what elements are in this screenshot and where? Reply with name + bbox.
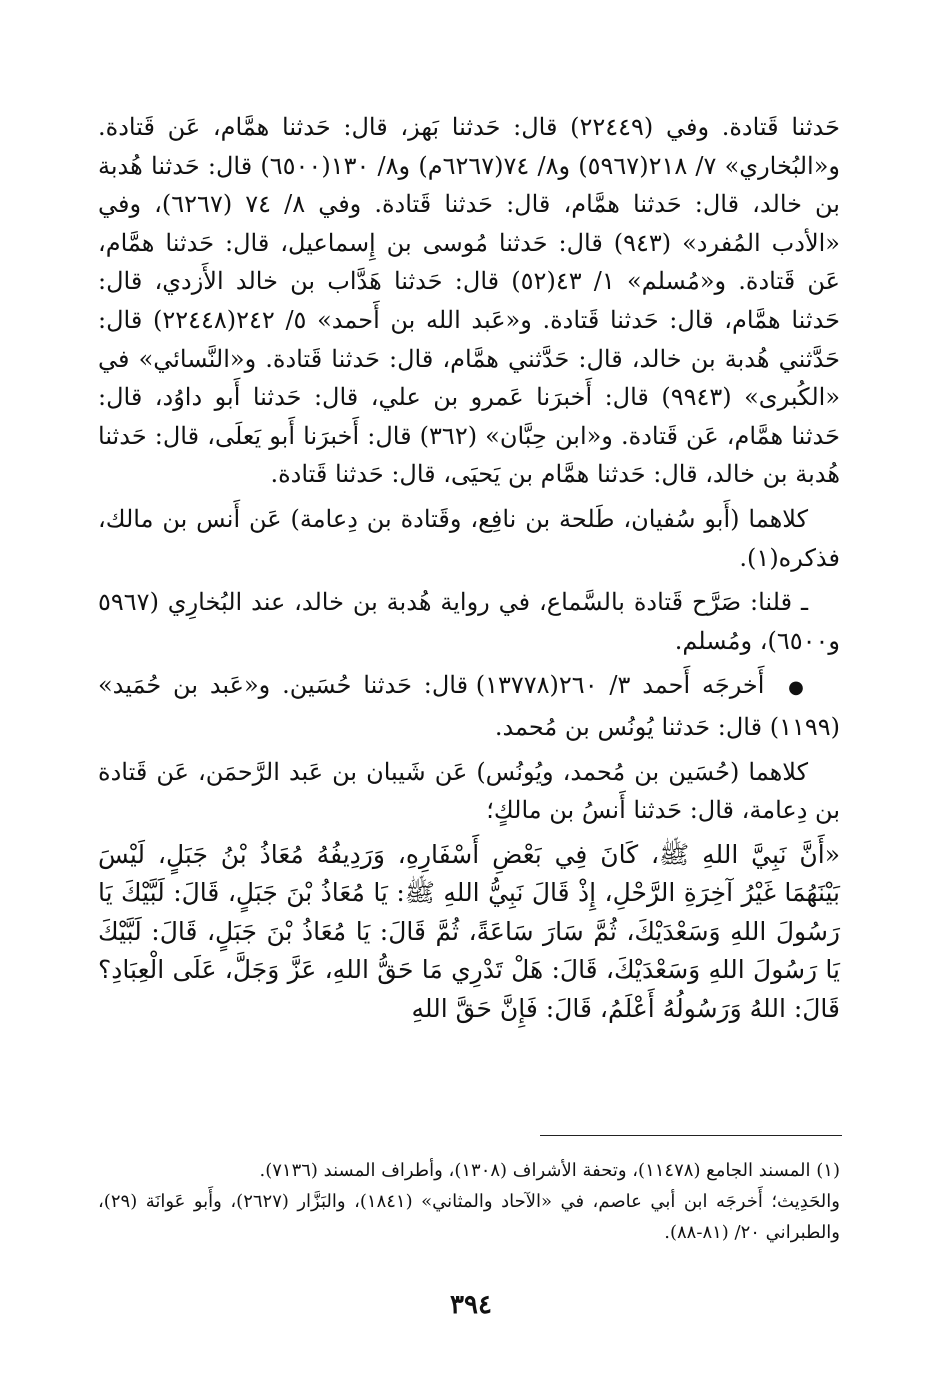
main-text <box>98 108 840 1029</box>
paragraph-kilahuma-1: كلاهما (أَبو سُفيان، طَلحة بن نافِع، وقَتادة بن دِعامة) عَن أَنس بن مالك، فذكره(١). <box>98 504 840 572</box>
paragraph-kilahuma-2: كلاهما (حُسَين بن مُحمد، ويُونُس) عَن شَيبان بن عَبد الرَّحمَن، عَن قَتادة بن دِعامة، قال: حَدثنا أَنسُ بن مالكٍ؛ <box>98 757 840 825</box>
footnote-1-continued: والحَدِيث؛ أَخرجَه ابن أبي عاصم، في «الآحاد والمثاني» (١٨٤١)، والبَزَّار (٢٦٢٧)، وأَبو عَوانَة (٢٩)، والطبراني ٢٠/ (٨١-٨٨). <box>98 1191 840 1243</box>
footnotes <box>98 1155 840 1248</box>
paragraph-takhrij <box>98 666 840 746</box>
bullet-icon: ● <box>788 677 808 699</box>
page-number: ٣٩٤ <box>450 1290 492 1320</box>
paragraph-qulna: ـ قلنا: صَرَّح قَتادة بالسَّماع، في رواية هُدبة بن خالد، عند البُخارِي (٥٩٦٧ و٦٥٠٠)، ومُسلم. <box>98 588 840 655</box>
footnote-divider <box>540 1135 842 1136</box>
paragraph-takhrij-text: أَخرجَه أَحمد ٣/ ٢٦٠(١٣٧٧٨) قال: حَدثنا حُسَين. و«عَبد بن حُمَيد» (١١٩٩) قال: حَدثنا يُونُس بن مُحمد. <box>98 671 840 741</box>
paragraph-hadith-matn: «أَنَّ نَبِيَّ اللهِ ﷺ، كَانَ فِي بَعْضِ أَسْفَارِهِ، وَرَدِيفُهُ مُعَاذُ بْنُ جَبَلٍ، لَيْسَ بَيْنَهُمَا غَيْرُ آخِرَةِ الرَّحْلِ، إِذْ قَالَ نَبِيُّ اللهِ ﷺ: يَا مُعَاذُ بْنَ جَبَلٍ، قَالَ: لَبَّيْكَ يَا رَسُولَ اللهِ وَسَعْدَيْكَ، ثُمَّ سَارَ سَاعَةً، ثُمَّ قَالَ: يَا مُعَاذُ بْنَ جَبَلٍ، قَالَ: لَبَّيْكَ يَا رَسُولَ اللهِ وَسَعْدَيْكَ، قَالَ: هَلْ تَدْرِي مَا حَقُّ اللهِ، عَزَّ وَجَلَّ، عَلَى الْعِبَادِ؟ قَالَ: اللهُ وَرَسُولُهُ أَعْلَمُ، قَالَ: فَإِنَّ حَقَّ اللهِ <box>98 839 840 1024</box>
paragraph-isnad: حَدثنا قَتادة. وفي (٢٢٤٤٩) قال: حَدثنا بَهز، قال: حَدثنا همَّام، عَن قَتادة. و«البُخاري» ٧/ ٢١٨(٥٩٦٧) و٨/ ٧٤(٦٢٦٧م) و٨/ ١٣٠(٦٥٠٠) قال: حَدثنا هُدبة بن خالد، قال: حَدثنا همَّام، قال: حَدثنا قَتادة. وفي ٨/ ٧٤ (٦٢٦٧)، وفي «الأدب المُفرد» (٩٤٣) قال: حَدثنا مُوسى بن إِسماعيل، قال: حَدثنا همَّام، عَن قَتادة. و«مُسلم» ١/ ٤٣(٥٢) قال: حَدثنا هَدَّاب بن خالد الأَزدي، قال: حَدثنا همَّام، قال: حَدثنا قَتادة. و«عَبد الله بن أَحمد» ٥/ ٢٤٢(٢٢٤٤٨) قال: حَدَّثني هُدبة بن خالد، قال: حَدَّثني همَّام، قال: حَدثنا قَتادة. و«النَّسائي» في «الكُبرى» (٩٩٤٣) قال: أَخبرَنا عَمرو بن علي، قال: حَدثنا أَبو داوُد، قال: حَدثنا همَّام، عَن قَتادة. و«ابن حِبَّان» (٣٦٢) قال: أَخبرَنا أَبو يَعلَى، قال: حَدثنا هُدبة بن خالد، قال: حَدثنا همَّام بن يَحيَى، قال: حَدثنا قَتادة. <box>98 113 841 489</box>
footnote-1: (١) المسند الجامع (١١٤٧٨)، وتحفة الأشراف (١٣٠٨)، وأطراف المسند (٧١٣٦). <box>259 1160 840 1181</box>
